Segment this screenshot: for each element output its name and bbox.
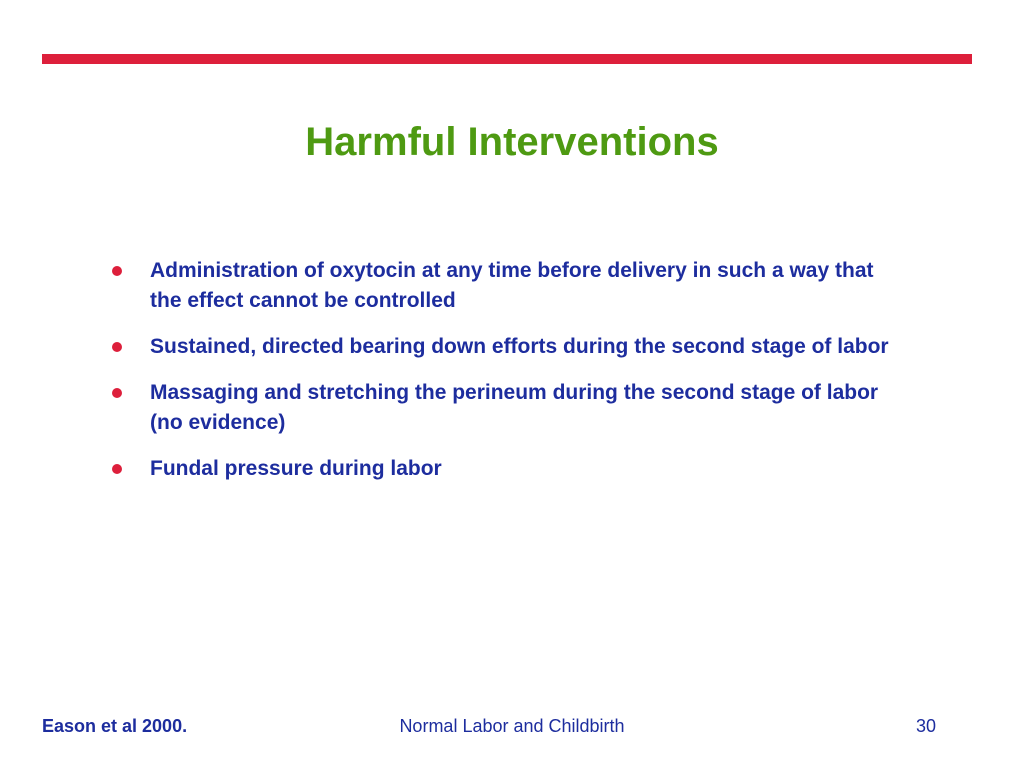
bullet-dot-icon <box>112 388 122 398</box>
slide-title: Harmful Interventions <box>305 120 719 164</box>
bullet-list <box>110 256 910 500</box>
bullet-text: Sustained, directed bearing down efforts during the second stage of labor <box>150 335 889 358</box>
bullet-item-1 <box>110 256 910 316</box>
bullet-text: Massaging and stretching the perineum during the second stage of labor (no evidence) <box>150 381 879 434</box>
bullet-text: Administration of oxytocin at any time before delivery in such a way that the effect cannot be controlled <box>150 259 874 312</box>
bullet-dot-icon <box>112 464 122 474</box>
bullet-dot-icon <box>112 342 122 352</box>
top-accent-rule <box>42 54 972 64</box>
footer-page-number: 30 <box>915 716 936 736</box>
bullet-text: Fundal pressure during labor <box>150 457 442 480</box>
footer-presentation-title: Normal Labor and Childbirth <box>399 716 625 736</box>
bullet-item-3 <box>110 378 910 438</box>
footer-citation: Eason et al 2000. <box>42 716 188 736</box>
bullet-item-2 <box>110 332 910 362</box>
bullet-dot-icon <box>112 266 122 276</box>
bullet-item-4 <box>110 454 910 484</box>
